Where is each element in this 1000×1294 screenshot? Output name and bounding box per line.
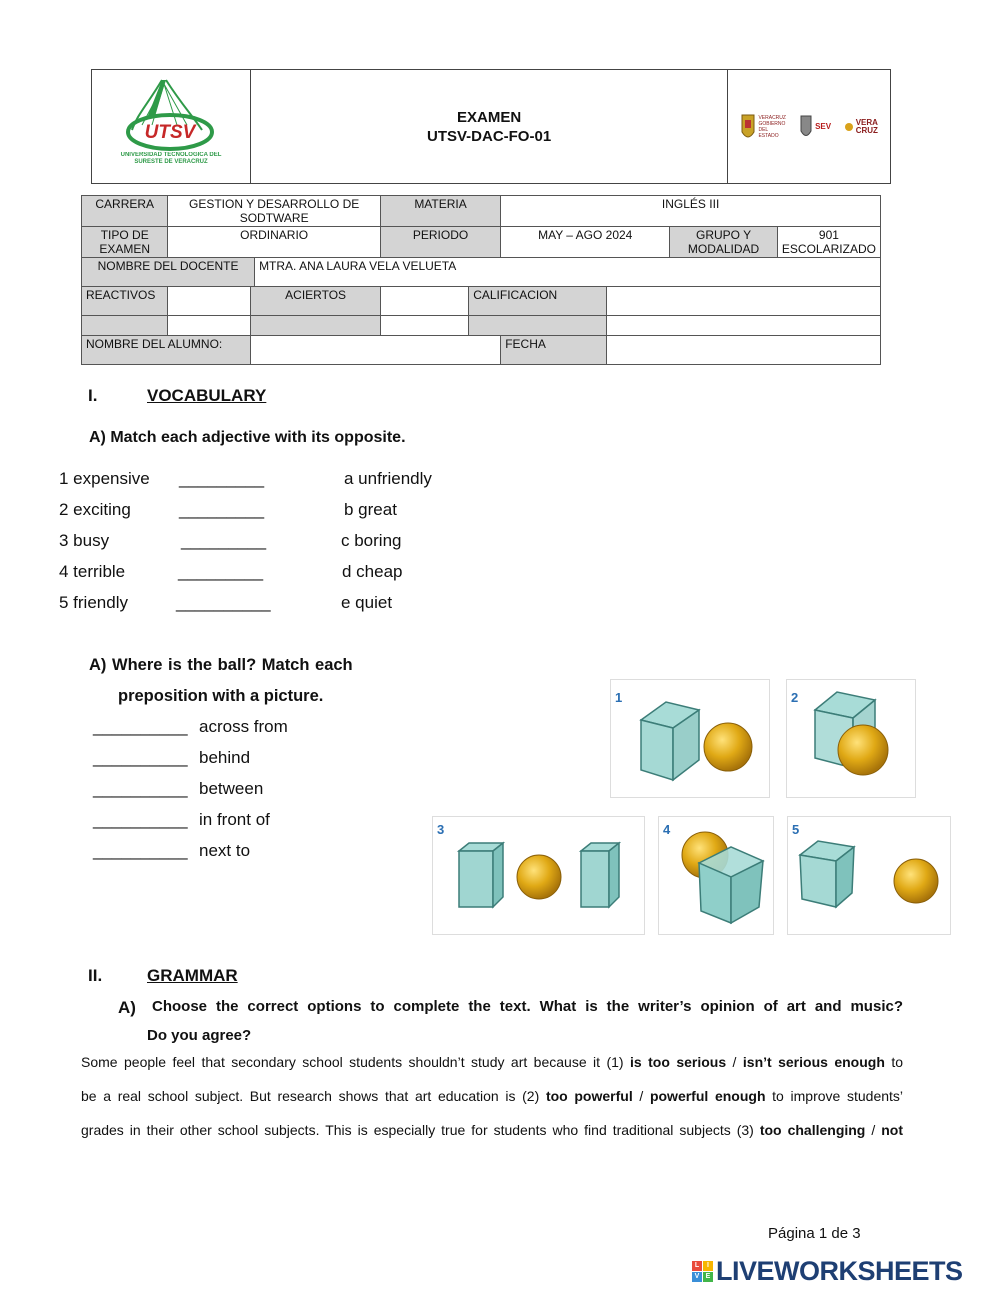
tipo-label: TIPO DE EXAMEN [82,227,168,258]
preposition-blank[interactable]: __________ [93,841,188,860]
option-3b[interactable]: not [881,1122,903,1138]
adjective-blank[interactable]: _________ [178,562,264,581]
flower-icon [844,120,854,134]
exam-label: EXAMEN [456,108,522,126]
blank-cell [606,316,880,336]
option-1a[interactable]: is too serious [630,1054,727,1070]
adjective-blank[interactable]: __________ [176,593,271,612]
exam-info-table [81,195,881,365]
blank-cell [251,316,380,336]
adjective-blank[interactable]: _________ [179,500,265,519]
carrera-label: CARRERA [82,196,168,227]
adjective-right: d cheap [342,562,403,581]
preposition-text: in front of [199,810,270,829]
carrera-value: GESTION Y DESARROLLO DE SODTWARE [168,196,380,227]
materia-value: INGLÉS III [501,196,881,227]
coat-of-arms-icon [740,112,756,142]
periodo-label: PERIODO [380,227,500,258]
tipo-value: ORDINARIO [168,227,380,258]
adjective-right: b great [344,500,397,519]
grupo-label: GRUPO Y MODALIDAD [670,227,778,258]
ball-next-to-cube-image [788,817,950,934]
adjective-blank[interactable]: _________ [181,531,267,550]
paragraph-line-2: be a real school subject. But research shows that art education is (2) too powerful / powerful enough to improve students’ [81,1088,904,1104]
preposition-blank[interactable]: __________ [93,717,188,736]
grupo-value: 901 ESCOLARIZADO [777,227,880,258]
blank-cell [168,316,251,336]
option-2a[interactable]: too powerful [545,1088,633,1104]
section-2-title: GRAMMAR [147,966,238,985]
adjective-right: a unfriendly [344,469,432,488]
ball-behind-cube-image [659,817,773,934]
page-number: Página 1 de 3 [768,1225,861,1242]
calificacion-value[interactable] [606,287,880,316]
section-2-number: II. [88,966,103,985]
picture-number: 4 [663,822,671,837]
form-code: UTSV-DAC-FO-01 [426,127,552,145]
ball-between-cubes-image [433,817,644,934]
adjective-right: e quiet [341,593,393,612]
brand-name: LIVEWORKSHEETS [716,1256,963,1286]
adjective-left: 1 expensive [59,469,150,488]
picture-3 [432,816,645,935]
adjective-left: 2 exciting [59,500,131,519]
section-1-number: I. [88,386,98,405]
alumno-value[interactable] [251,336,501,365]
veracruz-brand-logo: VERA CRUZ [844,119,878,135]
option-2b[interactable]: powerful enough [649,1088,766,1104]
exam-title-cell [251,70,728,184]
partner-logos-cell [728,70,891,184]
liveworksheets-brand[interactable] [692,1256,963,1287]
picture-5 [787,816,951,935]
preposition-blank[interactable]: __________ [93,779,188,798]
exam-header [91,69,891,184]
adjective-left: 4 terrible [59,562,126,581]
blank-cell [82,316,168,336]
picture-number: 1 [615,690,623,705]
preposition-blank[interactable]: __________ [93,748,188,767]
veracruz-gobierno-logo: VERACRUZ GOBIERNO DEL ESTADO [740,112,786,142]
docente-value: MTRA. ANA LAURA VELA VELUETA [255,258,881,287]
option-1b[interactable]: isn’t serious enough [742,1054,885,1070]
adjective-right: c boring [341,531,402,550]
cube-and-ball-image [611,680,769,797]
prepositions-part-b-line2: preposition with a picture. [118,687,324,705]
logo-caption: UNIVERSIDAD TECNOLÓGICA DEL SURESTE DE VERACRUZ [120,152,222,165]
sev-logo: SEV [799,113,831,141]
logo-text: UTSV [144,122,196,143]
preposition-text: between [199,779,264,798]
materia-label: MATERIA [380,196,500,227]
preposition-text: across from [199,717,288,736]
adjective-left: 3 busy [59,531,110,550]
grammar-part-a-question: Do you agree? [147,1027,252,1044]
reactivos-value[interactable] [168,287,251,316]
section-1-title: VOCABULARY [147,386,267,405]
option-3a[interactable]: too challenging [759,1122,866,1138]
picture-1 [610,679,770,798]
alumno-label: NOMBRE DEL ALUMNO: [82,336,251,365]
periodo-value: MAY – AGO 2024 [501,227,670,258]
grammar-part-a-label: A) [118,998,136,1017]
picture-number: 2 [791,690,799,705]
reactivos-label: REACTIVOS [82,287,168,316]
blank-cell [469,316,606,336]
paragraph-line-3: grades in their other school subjects. This is especially true for students who find traditional subjects (3) too challenging / not [81,1122,903,1138]
picture-number: 3 [437,822,445,837]
paragraph-line-1: Some people feel that secondary school students shouldn’t study art because it (1) is too serious / isn’t serious enough to [81,1054,903,1070]
docente-label: NOMBRE DEL DOCENTE [82,258,255,287]
cube-and-ball-image [787,680,915,797]
brand-badge-icon: L I V E [692,1261,713,1282]
aciertos-label: ACIERTOS [251,287,380,316]
picture-4 [658,816,774,935]
fecha-label: FECHA [501,336,606,365]
sev-shield-icon [799,113,813,141]
fecha-value[interactable] [606,336,880,365]
adjective-left: 5 friendly [59,593,128,612]
blank-cell [380,316,468,336]
grammar-part-a-instruction: Choose the correct options to complete the text. What is the writer’s opinion of art and music? [152,998,903,1015]
utsv-logo [92,70,250,178]
preposition-text: next to [199,841,251,860]
preposition-blank[interactable]: __________ [93,810,188,829]
picture-2 [786,679,916,798]
utsv-logo-cell [92,70,251,184]
vocabulary-part-a: A) Match each adjective with its opposite. [89,429,406,446]
prepositions-part-b-line1: A) Where is the ball? Match each [89,656,353,674]
preposition-text: behind [199,748,251,767]
picture-number: 5 [792,822,800,837]
calificacion-label: CALIFICACION [469,287,606,316]
adjective-blank[interactable]: _________ [179,469,265,488]
aciertos-value[interactable] [380,287,468,316]
